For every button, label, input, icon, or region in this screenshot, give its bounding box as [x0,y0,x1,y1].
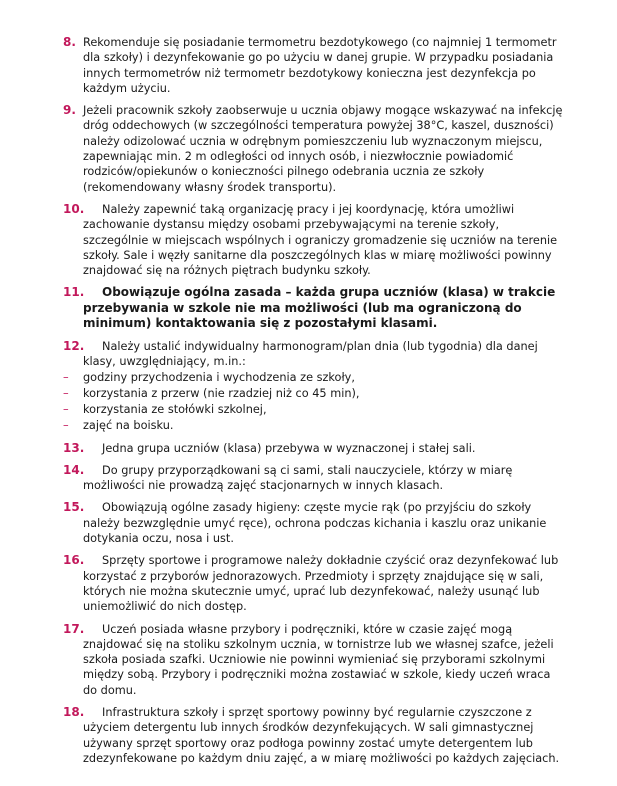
sub-item-text: korzystania ze stołówki szkolnej, [83,402,267,416]
item-text: Jeżeli pracownik szkoły zaobserwuje u ucznia objawy mogące wskazywać na infekcję dróg oddechowych (w szczególności temperatura powyżej 38°C, kaszel, duszności) należy odizolować ucznia w odrębnym pomieszczeniu lub wyznaczonym miejscu, zapewniając min. 2 m odległości od innych osób, i niezwłocznie powiadomić rodziców/opiekunów o konieczności pilnego odebrania ucznia ze szkoły (rekomendowany własny środek transportu). [83,104,563,194]
sub-list [63,370,563,434]
item-text: Infrastruktura szkoły i sprzęt sportowy powinny być regularnie czyszczone z użyciem detergentu lub innych środków dezynfekujących. W sali gimnastycznej używany sprzęt sportowy oraz podłoga powinny zostać umyte detergentem lub zdezynfekowane po każdym dniu zajęć, a w miarę możliwości po każdych zajęciach. [83,706,560,765]
list-item-10 [63,202,563,278]
item-text: Do grupy przyporządkowani są ci sami, stali nauczyciele, którzy w miarę możliwości nie prowadzą zajęć stacjonarnych w innych klasach. [83,463,513,493]
item-text: Obowiązują ogólne zasady higieny: częste mycie rąk (po przyjściu do szkoły należy bezwzględnie umyć ręce), ochrona podczas kichania i kaszlu oraz unikanie dotykania oczu, nosa i ust. [83,501,547,546]
item-text: Należy ustalić indywidualny harmonogram/plan dnia (lub tygodnia) dla danej klasy, uwzględniający, m.in.: [83,339,538,369]
sub-item-text: godziny przychodzenia i wychodzenia ze szkoły, [83,370,355,384]
sub-list-item [63,402,563,418]
sub-item-text: korzystania z przerw (nie rzadziej niż co 45 min), [83,386,360,400]
sub-list-item [63,418,563,434]
item-number: 15. [63,500,85,515]
item-number: 12. [63,338,85,353]
item-text: Rekomenduje się posiadanie termometru bezdotykowego (co najmniej 1 termometr dla szkoły) i dezynfekowanie go po użyciu w danej grupie. W przypadku posiadania innych termometrów niż termometr bezdotykowy konieczna jest dezynfekcja po każdym użyciu. [83,36,557,95]
list-item-11 [63,285,563,332]
item-number: 10. [63,201,85,216]
item-text: Jedna grupa uczniów (klasa) przebywa w wyznaczonej i stałej sali. [102,441,476,455]
item-number: 8. [63,35,76,49]
item-text: Należy zapewnić taką organizację pracy i jej koordynację, która umożliwi zachowanie dystansu między osobami przebywającymi na terenie szkoły, szczególnie w miejscach wspólnych i ograniczy gromadzenie się uczniów na terenie szkoły. Sale i węzły sanitarne dla poszczególnych klas w miarę możliwości powinny znajdować się na różnych piętrach budynku szkoły. [83,202,558,278]
item-text: Sprzęty sportowe i programowe należy dokładnie czyścić oraz dezynfekować lub korzystać z przyborów jednorazowych. Przedmioty i sprzęty znajdujące się w sali, których nie można skutecznie umyć, uprać lub dezynfekować, należy usunąć lub uniemożliwić do nich dostęp. [83,554,559,614]
guidelines-list [63,35,563,773]
sub-list-item [63,370,563,386]
dash-bullet: – [63,418,69,432]
item-number: 18. [63,705,85,719]
list-item-14 [63,463,563,494]
dash-bullet: – [63,402,69,416]
list-item-12 [63,339,563,434]
item-number: 9. [63,103,76,118]
list-item-18 [63,705,563,766]
item-number: 13. [63,440,85,455]
item-number: 11. [63,285,85,300]
item-text: Uczeń posiada własne przybory i podręczniki, które w czasie zajęć mogą znajdować się na stoliku szkolnym ucznia, w tornistrze lub we własnej szafce, jeżeli szkoła posiada szafki. Uczniowie nie powinni wymieniać się przyborami szkolnymi między sobą. Przybory i podręczniki można zostawiać w szkole, kiedy uczeń wraca do domu. [83,622,554,697]
list-item-8 [63,35,563,96]
sub-list-item [63,386,563,402]
item-text: Obowiązuje ogólna zasada – każda grupa uczniów (klasa) w trakcie przebywania w szkole nie ma możliwości (lub ma ograniczoną do minimum) kontaktowania się z pozostałymi klasami. [83,285,556,331]
list-item-17 [63,622,563,698]
sub-item-text: zajęć na boisku. [83,418,174,432]
list-item-15 [63,500,563,546]
item-number: 17. [63,621,85,636]
dash-bullet: – [63,370,69,384]
list-item-13 [63,441,563,456]
dash-bullet: – [63,386,69,400]
item-number: 16. [63,553,85,568]
list-item-9 [63,103,563,195]
list-item-16 [63,553,563,614]
item-number: 14. [63,462,85,477]
